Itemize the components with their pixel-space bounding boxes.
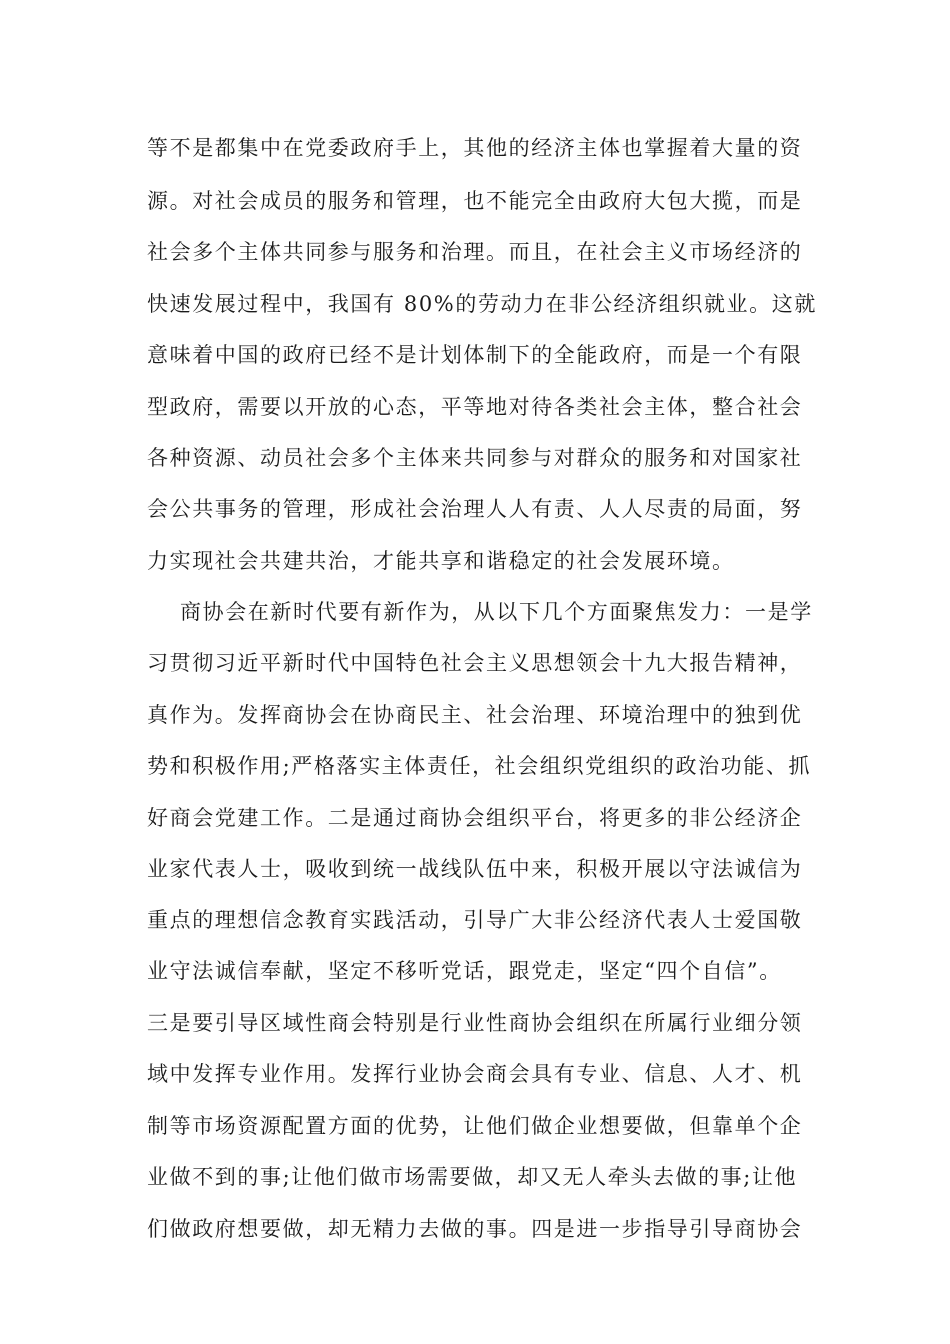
text-line: 好商会党建工作。二是通过商协会组织平台，将更多的非公经济企 xyxy=(147,806,803,830)
text-line: 各种资源、动员社会多个主体来共同参与对群众的服务和对国家社 xyxy=(147,446,803,470)
text-line: 势和积极作用;严格落实主体责任，社会组织党组织的政治功能、抓 xyxy=(147,754,812,778)
text-line: 们做政府想要做，却无精力去做的事。四是进一步指导引导商协会 xyxy=(147,1217,803,1241)
text-line: 意味着中国的政府已经不是计划体制下的全能政府，而是一个有限 xyxy=(147,343,803,367)
text-line: 业家代表人士，吸收到统一战线队伍中来，积极开展以守法诚信为 xyxy=(147,857,803,881)
text-line: 力实现社会共建共治，才能共享和谐稳定的社会发展环境。 xyxy=(147,549,735,573)
text-line: 社会多个主体共同参与服务和治理。而且，在社会主义市场经济的 xyxy=(147,240,803,264)
text-line: 三是要引导区域性商会特别是行业性商协会组织在所属行业细分领 xyxy=(147,1011,803,1035)
text-line: 制等市场资源配置方面的优势，让他们做企业想要做，但靠单个企 xyxy=(147,1114,803,1138)
text-line: 快速发展过程中，我国有 80%的劳动力在非公经济组织就业。这就 xyxy=(147,292,817,316)
text-line: 会公共事务的管理，形成社会治理人人有责、人人尽责的局面，努 xyxy=(147,497,803,521)
text-line: 习贯彻习近平新时代中国特色社会主义思想领会十九大报告精神， xyxy=(147,651,803,675)
text-line: 真作为。发挥商协会在协商民主、社会治理、环境治理中的独到优 xyxy=(147,703,803,727)
text-line: 型政府，需要以开放的心态，平等地对待各类社会主体，整合社会 xyxy=(147,395,803,419)
text-line: 重点的理想信念教育实践活动，引导广大非公经济代表人士爱国敬 xyxy=(147,908,803,932)
text-line: 源。对社会成员的服务和管理，也不能完全由政府大包大揽，而是 xyxy=(147,189,803,213)
text-line: 等不是都集中在党委政府手上，其他的经济主体也掌握着大量的资 xyxy=(147,136,803,160)
text-line: 业守法诚信奉献，坚定不移听党话，跟党走，坚定“四个自信”。 xyxy=(147,959,782,983)
text-line: 域中发挥专业作用。发挥行业协会商会具有专业、信息、人才、机 xyxy=(147,1062,803,1086)
text-line: 业做不到的事;让他们做市场需要做，却又无人牵头去做的事;让他 xyxy=(147,1165,798,1189)
text-line-indented: 商协会在新时代要有新作为，从以下几个方面聚焦发力：一是学 xyxy=(180,600,813,624)
